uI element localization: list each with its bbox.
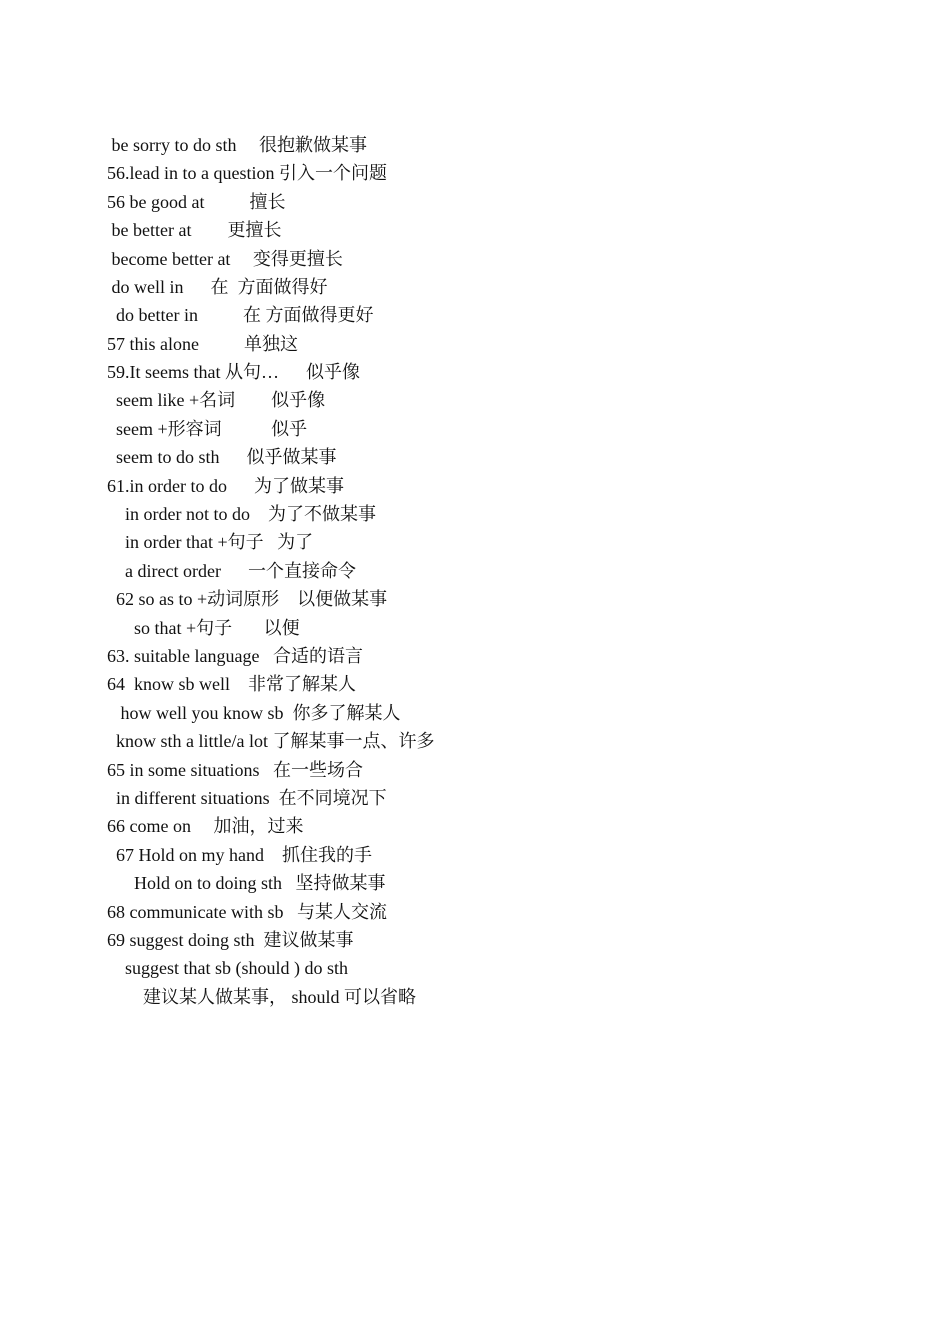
text-line: 61.in order to do 为了做某事: [107, 476, 344, 496]
text-line: be better at 更擅长: [107, 220, 282, 240]
text-line: know sth a little/a lot 了解某事一点、许多: [107, 731, 435, 751]
text-line: 57 this alone 单独这: [107, 334, 298, 354]
text-line: become better at 变得更擅长: [107, 249, 343, 269]
text-line: 64 know sb well 非常了解某人: [107, 674, 356, 694]
text-line: 67 Hold on my hand 抓住我的手: [107, 845, 372, 865]
text-line: 68 communicate with sb 与某人交流: [107, 902, 387, 922]
text-line: 66 come on 加油，过来: [107, 816, 304, 836]
text-line: be sorry to do sth 很抱歉做某事: [107, 135, 367, 155]
text-line: 59.It seems that 从句… 似乎像: [107, 362, 360, 382]
text-line: 56 be good at 擅长: [107, 192, 286, 212]
text-line: seem like +名词 似乎像: [107, 390, 326, 410]
text-line: 69 suggest doing sth 建议做某事: [107, 930, 354, 950]
text-line: a direct order 一个直接命令: [107, 561, 356, 581]
text-line: 62 so as to +动词原形 以便做某事: [107, 589, 388, 609]
text-line: do well in 在 方面做得好: [107, 277, 328, 297]
text-line: in order not to do 为了不做某事: [107, 504, 376, 524]
text-line: 65 in some situations 在一些场合: [107, 760, 363, 780]
text-line: suggest that sb (should ) do sth: [107, 958, 348, 978]
text-line: in order that +句子 为了: [107, 532, 314, 552]
text-line: 56.lead in to a question 引入一个问题: [107, 163, 387, 183]
text-line: 建议某人做某事， should 可以省略: [107, 987, 417, 1007]
text-line: so that +句子 以便: [107, 618, 300, 638]
text-line: do better in 在 方面做得更好: [107, 305, 374, 325]
text-line: seem +形容词 似乎: [107, 419, 308, 439]
text-line: seem to do sth 似乎做某事: [107, 447, 337, 467]
text-line: 63. suitable language 合适的语言: [107, 646, 363, 666]
text-line: how well you know sb 你多了解某人: [107, 703, 401, 723]
text-line: Hold on to doing sth 坚持做某事: [107, 873, 386, 893]
text-line: in different situations 在不同境况下: [107, 788, 387, 808]
